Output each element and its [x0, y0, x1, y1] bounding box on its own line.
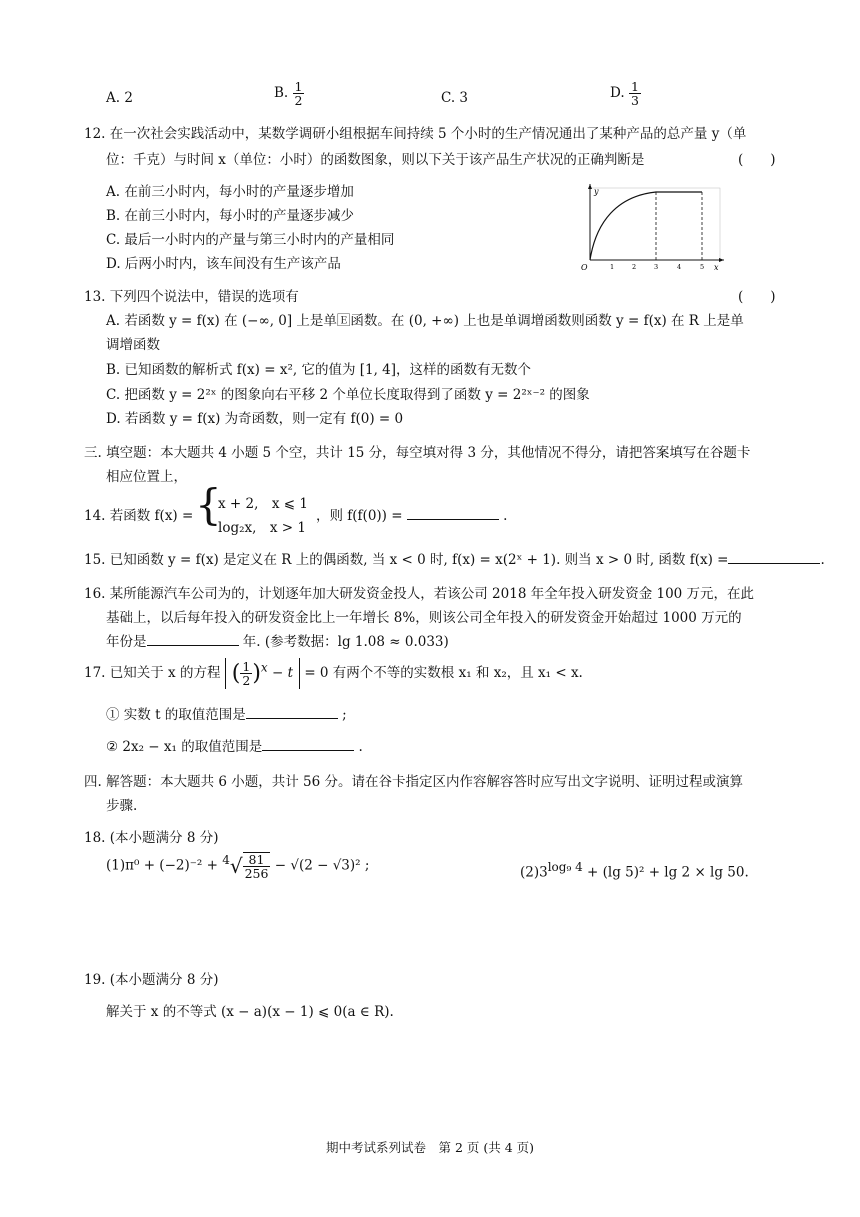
q18-heading: 18. (本小题满分 8 分) [84, 830, 219, 846]
q13-option-c: C. 把函数 y = 2²ˣ 的图象向右平移 2 个单位长度取得到了函数 y = 2²ˣ⁻² 的图象 [106, 387, 590, 403]
q14-tail: ，则 f(f(0)) = . [316, 508, 508, 524]
graph-frame [590, 188, 720, 260]
q12-option-b: B. 在前三小时内，每小时的产量逐步减少 [106, 208, 355, 224]
q17-sub2-text: ② 2x₂ − x₁ 的取值范围是 [106, 739, 263, 755]
q17-sub1: ① 实数 t 的取值范围是 ; [106, 707, 347, 723]
q18-part2 [520, 860, 749, 881]
fraction-denominator: 3 [630, 93, 639, 109]
q16-line2: 基础上，以后每年投入的研发资金比上一年增长 8%，则该公司全年投入的研发资金开始超过 1000 万元的 [106, 610, 742, 626]
q11-option-b-fraction [293, 80, 305, 107]
fraction-denominator: 2 [294, 93, 303, 109]
q13-option-a-line2: 调增函数 [106, 337, 160, 353]
q11-option-b [274, 80, 304, 107]
q12-line2: 位：千克）与时间 x（单位：小时）的函数图象，则以下关于该产品生产状况的正确判断是 [106, 152, 645, 168]
q17-lead: 17. 已知关于 x 的方程 [84, 665, 221, 682]
section4-heading-line2: 步骤. [106, 798, 138, 814]
q13-option-d: D. 若函数 y = f(x) 为奇函数，则一定有 f(0) = 0 [106, 411, 404, 427]
q18-part1: (1)π⁰ + (−2)⁻² + $^4$√ $\frac{81}{256}$ − √(2 − √3)² ; [106, 852, 370, 882]
q12-line1: 12. 在一次社会实践活动中，某数学调研小组根据车间持续 5 个小时的生产情况通出了某种产品的总产量 y（单 [84, 126, 747, 142]
section3-heading-line2: 相应位置上， [106, 469, 187, 485]
q12-answer-paren: ( ) [738, 152, 776, 168]
abs-value-expression: ( $\frac{1}{2}$ )$^x$ − t [225, 658, 300, 689]
q14-lead: 14. 若函数 f(x) = [84, 508, 194, 524]
q17-sub2-blank [262, 738, 354, 751]
q18-part1-lead: (1)π⁰ + (−2)⁻² + [106, 857, 218, 874]
q11-option-c: C. 3 [441, 90, 469, 106]
q14-case1: x + 2, x ⩽ 1 [218, 496, 308, 512]
q18-exponent: log₉ 4 [547, 860, 583, 874]
x-axis-arrow [719, 258, 724, 262]
half-fraction: $\frac{1}{2}$ [242, 659, 251, 689]
graph-tick-1: 1 [610, 263, 615, 271]
q19-body: 解关于 x 的不等式 (x − a)(x − 1) ⩽ 0(a ∈ R). [106, 1004, 394, 1020]
graph-tick-4: 4 [677, 263, 682, 271]
graph-tick-2: 2 [632, 263, 637, 271]
q16-line3-lead: 年份是 [106, 634, 147, 650]
q17-tail: = 0 有两个不等的实数根 x₁ 和 x₂，且 x₁ < x. [304, 665, 583, 682]
fraction-denominator: 256 [244, 866, 269, 882]
q12-function-graph [572, 182, 732, 274]
graph-tick-5: 5 [700, 263, 705, 271]
section4-heading-line1: 四. 解答题：本大题共 6 小题，共计 56 分。请在谷卡指定区内作容解容答时应写出文字说明、证明过程或演算 [84, 774, 744, 790]
fraction-numerator: 81 [243, 853, 271, 867]
q11-option-d-fraction [629, 80, 641, 107]
q15-answer-blank [728, 551, 820, 564]
q19-heading: 19. (本小题满分 8 分) [84, 972, 219, 988]
q12-option-d: D. 后两小时内，该车间没有生产该产品 [106, 256, 341, 272]
q11-option-d [610, 80, 641, 107]
production-curve [590, 192, 702, 260]
q17-sub1-blank [246, 706, 338, 719]
q14-case2: log₂x, x > 1 [218, 520, 307, 536]
q14-answer-blank [407, 507, 499, 520]
q13-option-a-line1: A. 若函数 y = f(x) 在 (−∞, 0] 上是单🄴函数。在 (0, +∞) 上也是单调增函数则函数 y = f(x) 在 R 上是单 [106, 313, 744, 329]
graph-origin-label: O [581, 263, 588, 272]
q16-answer-blank [147, 633, 239, 646]
page-footer: 期中考试系列试卷 第 2 页 (共 4 页) [325, 1140, 535, 1155]
q17-equation-line [84, 658, 583, 689]
q13-option-b: B. 已知函数的解析式 f(x) = x², 它的值为 [1, 4]，这样的函数有无数个 [106, 362, 532, 378]
q18-part1-tail: − √(2 − √3)² ; [274, 857, 370, 874]
q18-part2-tail: + (lg 5)² + lg 2 × lg 50. [582, 864, 749, 881]
piecewise-brace: { [195, 480, 222, 529]
q16-line3-tail: 年. (参考数据：lg 1.08 ≈ 0.033) [242, 634, 449, 650]
q17-sub2: ② 2x₂ − x₁ 的取值范围是 . [106, 739, 363, 755]
q18-part2-lead: (2)3 [520, 864, 548, 881]
q18-radicand-fraction [243, 852, 271, 880]
q11-option-d-label: D. [610, 85, 625, 102]
q11-option-a: A. 2 [106, 90, 133, 106]
q12-option-a: A. 在前三小时内，每小时的产量逐步增加 [106, 184, 354, 200]
graph-y-label: y [594, 187, 599, 196]
q12-option-c: C. 最后一小时内的产量与第三小时内的产量相同 [106, 232, 395, 248]
q13-line1: 13. 下列四个说法中，错误的选项有 [84, 289, 299, 305]
y-axis-arrow [588, 184, 592, 189]
section3-heading-line1: 三. 填空题：本大题共 4 小题 5 个空，共计 15 分，每空填对得 3 分，其他情况不得分，请把答案填写在谷题卡 [84, 445, 751, 461]
root-index: 4 [222, 853, 230, 868]
fraction-numerator: 1 [294, 79, 303, 94]
q11-option-b-label: B. [274, 85, 289, 102]
q16-line1: 16. 某所能源汽车公司为的，计划逐年加大研发资金投人，若该公司 2018 年全年投入研发资金 100 万元，在此 [84, 586, 755, 602]
graph-x-label: x [714, 263, 719, 272]
q17-sub1-text: ① 实数 t 的取值范围是 [106, 707, 246, 723]
graph-tick-3: 3 [654, 263, 659, 271]
q15-text: 15. 已知函数 y = f(x) 是定义在 R 上的偶函数, 当 x < 0 时, f(x) = x(2ˣ + 1). 则当 x > 0 时, 函数 f(x) = . [84, 552, 825, 568]
q13-answer-paren: ( ) [738, 289, 776, 305]
q15-text-content: 15. 已知函数 y = f(x) 是定义在 R 上的偶函数, 当 x < 0 时, f(x) = x(2ˣ + 1). 则当 x > 0 时, 函数 f(x) = [84, 552, 729, 568]
fraction-numerator: 1 [630, 79, 639, 94]
q14-tail-text: ，则 f(f(0)) = [316, 508, 403, 524]
q16-line3 [106, 630, 449, 650]
